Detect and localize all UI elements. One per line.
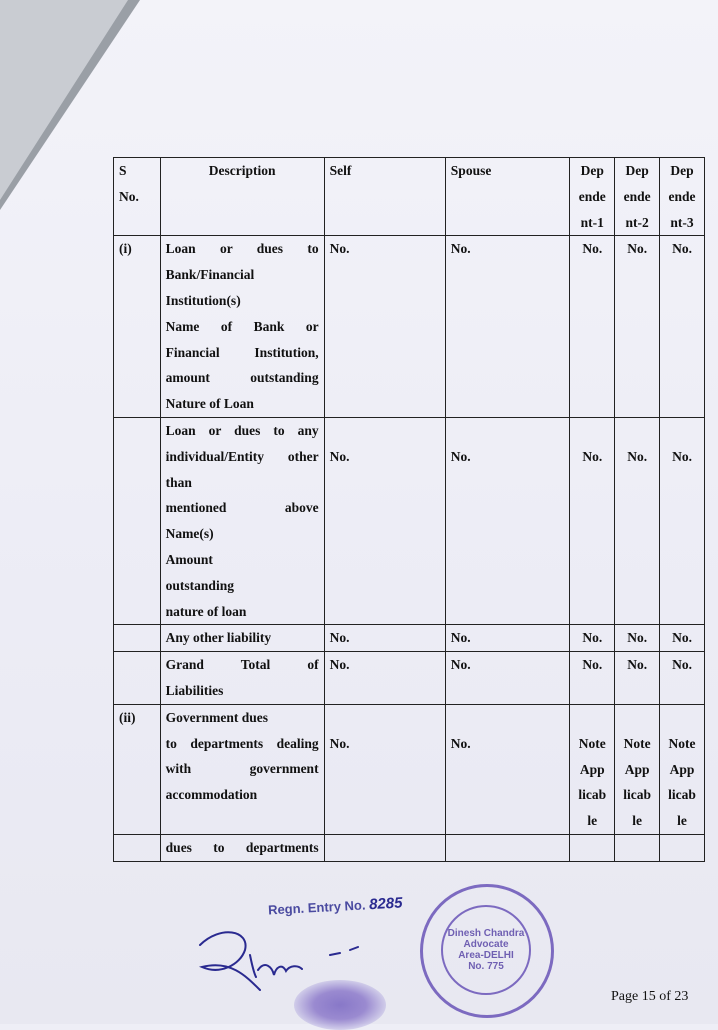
dependent-value: licab bbox=[623, 787, 652, 803]
table-row bbox=[114, 625, 705, 652]
row-spouse: No. bbox=[445, 236, 570, 418]
row-dependent-2 bbox=[615, 704, 660, 834]
header-dep-line: Dep bbox=[670, 163, 694, 178]
row-dependent-1 bbox=[570, 625, 615, 652]
dependent-value: No. bbox=[627, 630, 648, 646]
description-line: Name of Bank or bbox=[165, 318, 319, 334]
liabilities-table bbox=[113, 157, 705, 862]
row-self: No. bbox=[324, 236, 445, 418]
page-number: Page 15 of 23 bbox=[611, 989, 689, 1004]
header-dep-line: Dep bbox=[580, 163, 604, 178]
dependent-value: App bbox=[579, 761, 605, 777]
header-sno-line: S bbox=[119, 163, 127, 178]
description-line: individual/Entity other bbox=[165, 448, 319, 464]
row-spouse: No. bbox=[445, 704, 570, 834]
row-dependent-1 bbox=[570, 834, 615, 861]
description-line: dues to departments bbox=[165, 839, 319, 855]
table-row bbox=[114, 652, 705, 705]
description-line: amount outstanding bbox=[165, 370, 319, 386]
description-line: accommodation bbox=[165, 787, 258, 803]
row-sno bbox=[114, 834, 161, 861]
table-row bbox=[114, 834, 705, 861]
description-line: outstanding bbox=[165, 577, 234, 593]
row-dependent-3 bbox=[660, 236, 705, 418]
table-row bbox=[114, 704, 705, 834]
row-self bbox=[324, 834, 445, 861]
row-dependent-3 bbox=[660, 625, 705, 652]
dependent-value: Note bbox=[668, 735, 696, 751]
dependent-value: No. bbox=[582, 630, 603, 646]
dependent-value: Note bbox=[623, 735, 651, 751]
row-self: No. bbox=[324, 625, 445, 652]
row-dependent-3 bbox=[660, 417, 705, 624]
header-spouse: Spouse bbox=[445, 158, 570, 236]
seal-line: Area-DELHI bbox=[458, 950, 514, 961]
dependent-value: App bbox=[624, 761, 650, 777]
seal-line: No. 775 bbox=[468, 961, 504, 972]
row-self: No. bbox=[324, 704, 445, 834]
row-dependent-2 bbox=[615, 417, 660, 624]
row-spouse: No. bbox=[445, 417, 570, 624]
row-dependent-3 bbox=[660, 704, 705, 834]
row-dependent-1 bbox=[570, 417, 615, 624]
dependent-value: No. bbox=[582, 657, 603, 673]
header-dep-line: ende bbox=[668, 188, 696, 204]
dependent-value: No. bbox=[627, 657, 648, 673]
header-self: Self bbox=[324, 158, 445, 236]
description-line: Government dues bbox=[165, 709, 269, 725]
dependent-value: le bbox=[677, 813, 687, 829]
header-dependent-3 bbox=[660, 158, 705, 236]
row-dependent-1 bbox=[570, 236, 615, 418]
row-sno bbox=[114, 625, 161, 652]
row-description bbox=[160, 417, 324, 624]
row-dependent-3 bbox=[660, 834, 705, 861]
row-description bbox=[160, 834, 324, 861]
description-line: Nature of Loan bbox=[165, 396, 254, 412]
dependent-value: le bbox=[587, 813, 598, 829]
header-dep-line: ende bbox=[578, 188, 606, 204]
row-dependent-1 bbox=[570, 652, 615, 705]
notary-seal-inner bbox=[441, 905, 531, 995]
header-dependent-1 bbox=[570, 158, 615, 236]
description-line: with government bbox=[165, 761, 319, 777]
registration-number: 8285 bbox=[368, 894, 403, 914]
description-line: than bbox=[165, 474, 192, 490]
description-line: Loan or dues to bbox=[165, 241, 319, 257]
dependent-value: No. bbox=[627, 448, 648, 464]
description-line: to departments dealing bbox=[165, 735, 319, 751]
description-line: nature of loan bbox=[165, 603, 247, 619]
dependent-value: No. bbox=[672, 448, 692, 464]
description-line: Name(s) bbox=[165, 526, 214, 542]
row-description bbox=[160, 704, 324, 834]
row-sno bbox=[114, 417, 161, 624]
dependent-value: App bbox=[669, 761, 695, 777]
dependent-value: No. bbox=[627, 241, 648, 257]
seal-line: Advocate bbox=[463, 939, 509, 950]
row-dependent-2 bbox=[615, 652, 660, 705]
row-dependent-2 bbox=[615, 625, 660, 652]
dependent-value: No. bbox=[582, 241, 603, 257]
dependent-value: Note bbox=[578, 735, 606, 751]
header-dependent-2 bbox=[615, 158, 660, 236]
header-dep-line: nt-2 bbox=[625, 214, 649, 230]
header-sno bbox=[114, 158, 161, 236]
row-dependent-1 bbox=[570, 704, 615, 834]
seal-line: Dinesh Chandra bbox=[447, 928, 525, 939]
description-line: Bank/Financial bbox=[165, 267, 255, 283]
row-self: No. bbox=[324, 652, 445, 705]
row-sno: (i) bbox=[114, 236, 161, 418]
row-self: No. bbox=[324, 417, 445, 624]
row-sno bbox=[114, 652, 161, 705]
dependent-value: licab bbox=[578, 787, 607, 803]
description-line: Any other liability bbox=[165, 630, 272, 646]
header-dep-line: ende bbox=[623, 188, 651, 204]
description-line: mentioned above bbox=[165, 500, 319, 516]
description-line: Liabilities bbox=[165, 682, 224, 698]
thumb-impression bbox=[294, 980, 386, 1030]
row-spouse bbox=[445, 834, 570, 861]
dependent-value: le bbox=[632, 813, 643, 829]
notary-seal bbox=[420, 884, 554, 1018]
header-row bbox=[114, 158, 705, 236]
row-dependent-3 bbox=[660, 652, 705, 705]
dependent-value: No. bbox=[672, 241, 692, 257]
row-description bbox=[160, 652, 324, 705]
header-dep-line: nt-3 bbox=[670, 214, 694, 230]
row-spouse: No. bbox=[445, 652, 570, 705]
row-spouse: No. bbox=[445, 625, 570, 652]
description-line: Amount bbox=[165, 551, 213, 567]
table-row bbox=[114, 236, 705, 418]
description-line: Financial Institution, bbox=[165, 344, 319, 360]
dependent-value: licab bbox=[668, 787, 696, 803]
dependent-value: No. bbox=[582, 448, 603, 464]
header-dep-line: Dep bbox=[625, 163, 649, 178]
header-dep-line: nt-1 bbox=[580, 214, 604, 230]
table-row bbox=[114, 417, 705, 624]
header-description: Description bbox=[160, 158, 324, 236]
header-sno-line: No. bbox=[119, 188, 139, 204]
row-description bbox=[160, 625, 324, 652]
description-line: Loan or dues to any bbox=[165, 422, 319, 438]
row-description bbox=[160, 236, 324, 418]
row-dependent-2 bbox=[615, 834, 660, 861]
description-line: Institution(s) bbox=[165, 292, 241, 308]
dependent-value: No. bbox=[672, 657, 692, 673]
description-line: Grand Total of bbox=[165, 657, 319, 673]
registration-label: Regn. Entry No. bbox=[267, 897, 366, 918]
row-dependent-2 bbox=[615, 236, 660, 418]
dependent-value: No. bbox=[672, 630, 692, 646]
page-fold-highlight bbox=[0, 0, 128, 200]
row-sno: (ii) bbox=[114, 704, 161, 834]
